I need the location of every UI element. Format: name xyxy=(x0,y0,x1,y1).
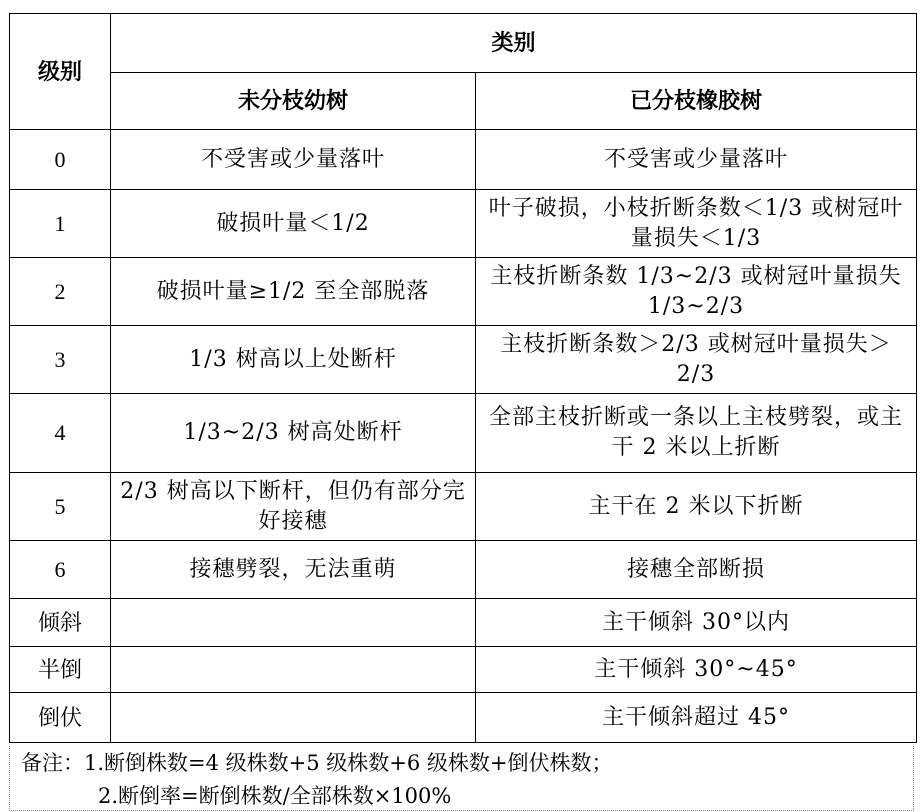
table-row xyxy=(10,599,917,647)
row-branched: 全部主枝折断或一条以上主枝劈裂，或主干 2 米以上折断 xyxy=(476,394,917,473)
row-young xyxy=(111,693,476,743)
row-level: 6 xyxy=(10,541,111,599)
table-row xyxy=(10,130,917,190)
row-level: 半倒 xyxy=(10,647,111,693)
table-row xyxy=(10,541,917,599)
row-branched: 接穗全部断损 xyxy=(476,541,917,599)
row-branched: 主干倾斜超过 45° xyxy=(476,693,917,743)
damage-grade-table xyxy=(9,13,917,743)
header-level: 级别 xyxy=(10,14,111,130)
row-level: 2 xyxy=(10,258,111,326)
row-level: 3 xyxy=(10,326,111,394)
row-young: 1/3~2/3 树高处断杆 xyxy=(111,394,476,473)
row-young: 2/3 树高以下断杆，但仍有部分完好接穗 xyxy=(111,473,476,541)
table-row xyxy=(10,394,917,473)
table-row xyxy=(10,647,917,693)
row-young: 破损叶量＜1/2 xyxy=(111,190,476,258)
row-branched: 主干倾斜 30°以内 xyxy=(476,599,917,647)
row-branched: 主干在 2 米以下折断 xyxy=(476,473,917,541)
table-row xyxy=(10,473,917,541)
row-branched: 主干倾斜 30°~45° xyxy=(476,647,917,693)
header-category: 类别 xyxy=(111,14,917,73)
row-young: 不受害或少量落叶 xyxy=(111,130,476,190)
row-young xyxy=(111,647,476,693)
footnote-line-2: 2.断倒率=断倒株数/全部株数×100% xyxy=(98,784,452,808)
row-branched: 叶子破损，小枝折断条数＜1/3 或树冠叶量损失＜1/3 xyxy=(476,190,917,258)
row-branched: 主枝折断条数 1/3~2/3 或树冠叶量损失 1/3~2/3 xyxy=(476,258,917,326)
row-level: 4 xyxy=(10,394,111,473)
row-young: 接穗劈裂，无法重萌 xyxy=(111,541,476,599)
footnote xyxy=(9,746,914,811)
row-young: 1/3 树高以上处断杆 xyxy=(111,326,476,394)
header-young-tree: 未分枝幼树 xyxy=(111,73,476,130)
table-row xyxy=(10,693,917,743)
footnote-line-1: 备注：1.断倒株数=4 级株数+5 级株数+6 级株数+倒伏株数； xyxy=(21,751,613,775)
row-level: 0 xyxy=(10,130,111,190)
header-branched-tree: 已分枝橡胶树 xyxy=(476,73,917,130)
row-young xyxy=(111,599,476,647)
row-level: 倒伏 xyxy=(10,693,111,743)
row-young: 破损叶量≥1/2 至全部脱落 xyxy=(111,258,476,326)
row-level: 1 xyxy=(10,190,111,258)
table-row xyxy=(10,258,917,326)
row-branched: 主枝折断条数＞2/3 或树冠叶量损失＞2/3 xyxy=(476,326,917,394)
row-level: 倾斜 xyxy=(10,599,111,647)
table-row xyxy=(10,190,917,258)
row-branched: 不受害或少量落叶 xyxy=(476,130,917,190)
row-level: 5 xyxy=(10,473,111,541)
table-row xyxy=(10,326,917,394)
